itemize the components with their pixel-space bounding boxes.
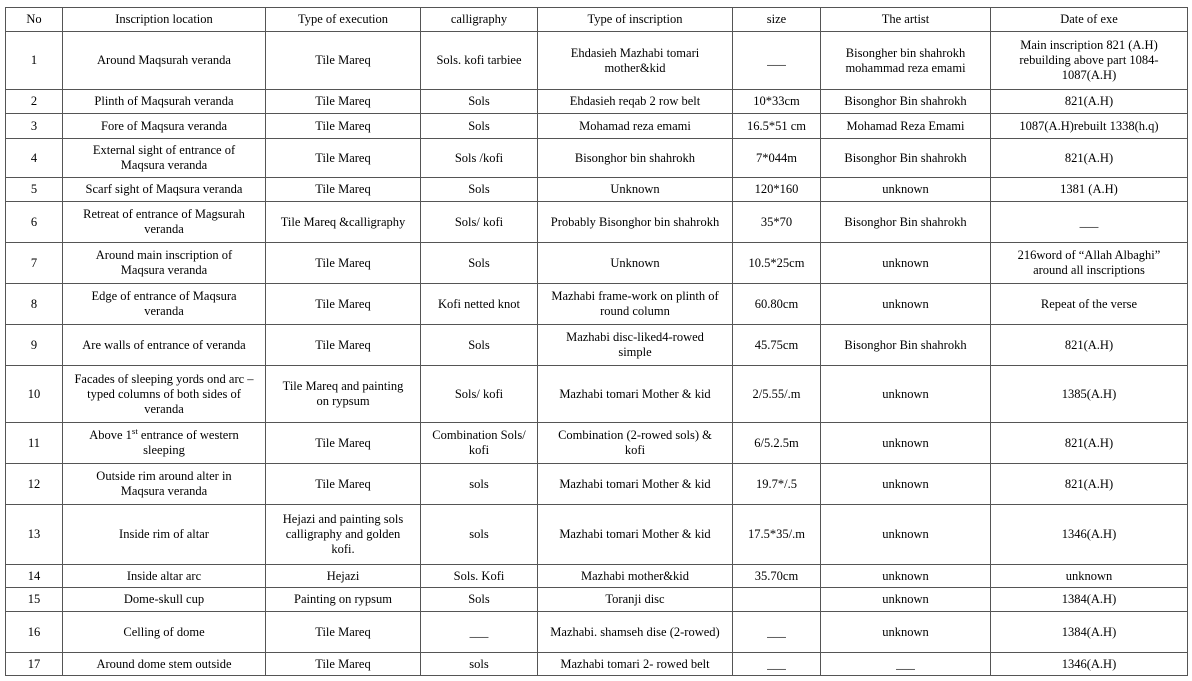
cell-location-sup: st	[131, 425, 138, 436]
cell-artist: unknown	[821, 423, 991, 464]
cell-inscription: Bisonghor bin shahrokh	[538, 139, 733, 178]
cell-location: External sight of entrance of Maqsura veranda	[63, 139, 266, 178]
cell-no: 1	[6, 32, 63, 90]
cell-calligraphy: Sols	[421, 178, 538, 202]
table-row	[6, 243, 1188, 284]
cell-location: Edge of entrance of Maqsura veranda	[63, 284, 266, 325]
table-row	[6, 139, 1188, 178]
cell-no: 10	[6, 366, 63, 423]
inscriptions-table	[5, 7, 1188, 676]
table-body	[6, 32, 1188, 676]
cell-size: 10.5*25cm	[733, 243, 821, 284]
header-artist: The artist	[821, 8, 991, 32]
table-row	[6, 366, 1188, 423]
table-row	[6, 653, 1188, 676]
cell-calligraphy: Sols/ kofi	[421, 366, 538, 423]
cell-no: 15	[6, 588, 63, 612]
cell-location: Inside rim of altar	[63, 505, 266, 565]
cell-artist: Bisonghor Bin shahrokh	[821, 325, 991, 366]
cell-size: 60.80cm	[733, 284, 821, 325]
cell-location: Dome-skull cup	[63, 588, 266, 612]
cell-date: 821(A.H)	[991, 90, 1188, 114]
table-row	[6, 202, 1188, 243]
table-row	[6, 464, 1188, 505]
cell-no: 13	[6, 505, 63, 565]
cell-calligraphy: Sols	[421, 588, 538, 612]
cell-date: 1346(A.H)	[991, 653, 1188, 676]
cell-date: 1384(A.H)	[991, 612, 1188, 653]
table-row	[6, 90, 1188, 114]
cell-inscription: Mazhabi tomari 2- rowed belt	[538, 653, 733, 676]
cell-inscription: Mazhabi tomari Mother & kid	[538, 366, 733, 423]
cell-no: 7	[6, 243, 63, 284]
cell-execution: Tile Mareq &calligraphy	[266, 202, 421, 243]
cell-size	[733, 588, 821, 612]
header-date: Date of exe	[991, 8, 1188, 32]
table-row	[6, 565, 1188, 588]
cell-artist: Mohamad Reza Emami	[821, 114, 991, 139]
cell-no: 14	[6, 565, 63, 588]
cell-size: 45.75cm	[733, 325, 821, 366]
cell-no: 5	[6, 178, 63, 202]
cell-calligraphy: Sols	[421, 243, 538, 284]
cell-location: Around Maqsurah veranda	[63, 32, 266, 90]
cell-calligraphy: Sols	[421, 114, 538, 139]
cell-location: Scarf sight of Maqsura veranda	[63, 178, 266, 202]
cell-inscription: Mazhabi tomari Mother & kid	[538, 464, 733, 505]
cell-date: 821(A.H)	[991, 139, 1188, 178]
cell-calligraphy: Sols. Kofi	[421, 565, 538, 588]
cell-no: 8	[6, 284, 63, 325]
cell-date: 821(A.H)	[991, 464, 1188, 505]
cell-date: Repeat of the verse	[991, 284, 1188, 325]
cell-execution: Tile Mareq and painting on rypsum	[266, 366, 421, 423]
cell-calligraphy: Sols/ kofi	[421, 202, 538, 243]
cell-location: Fore of Maqsura veranda	[63, 114, 266, 139]
cell-size: 35.70cm	[733, 565, 821, 588]
cell-artist: unknown	[821, 612, 991, 653]
cell-execution: Tile Mareq	[266, 178, 421, 202]
cell-no: 17	[6, 653, 63, 676]
cell-calligraphy: Sols. kofi tarbiee	[421, 32, 538, 90]
cell-date: 1346(A.H)	[991, 505, 1188, 565]
cell-execution: Tile Mareq	[266, 653, 421, 676]
cell-size: 35*70	[733, 202, 821, 243]
cell-artist: unknown	[821, 366, 991, 423]
cell-artist: unknown	[821, 284, 991, 325]
cell-calligraphy: Sols	[421, 325, 538, 366]
cell-size: 16.5*51 cm	[733, 114, 821, 139]
cell-artist: Bisonghor Bin shahrokh	[821, 90, 991, 114]
cell-execution: Tile Mareq	[266, 90, 421, 114]
cell-inscription: Unknown	[538, 178, 733, 202]
cell-artist: Bisonghor Bin shahrokh	[821, 139, 991, 178]
cell-inscription: Ehdasieh Mazhabi tomari mother&kid	[538, 32, 733, 90]
cell-date: unknown	[991, 565, 1188, 588]
cell-artist: Bisonghor Bin shahrokh	[821, 202, 991, 243]
cell-calligraphy: sols	[421, 505, 538, 565]
cell-artist: Bisongher bin shahrokh mohammad reza emami	[821, 32, 991, 90]
cell-calligraphy: Combination Sols/ kofi	[421, 423, 538, 464]
cell-date: 216word of “Allah Albaghi” around all inscriptions	[991, 243, 1188, 284]
cell-inscription: Toranji disc	[538, 588, 733, 612]
cell-date: 1384(A.H)	[991, 588, 1188, 612]
cell-location	[63, 423, 266, 464]
cell-inscription: Mazhabi. shamseh dise (2-rowed)	[538, 612, 733, 653]
header-no: No	[6, 8, 63, 32]
table-row	[6, 325, 1188, 366]
header-calligraphy: calligraphy	[421, 8, 538, 32]
cell-execution: Hejazi	[266, 565, 421, 588]
cell-calligraphy: Sols	[421, 90, 538, 114]
cell-calligraphy: sols	[421, 464, 538, 505]
cell-size: 19.7*/.5	[733, 464, 821, 505]
cell-execution: Tile Mareq	[266, 464, 421, 505]
cell-size: 120*160	[733, 178, 821, 202]
cell-execution: Tile Mareq	[266, 243, 421, 284]
cell-date: Main inscription 821 (A.H) rebuilding above part 1084-1087(A.H)	[991, 32, 1188, 90]
table-row	[6, 423, 1188, 464]
table-row	[6, 284, 1188, 325]
cell-execution: Tile Mareq	[266, 423, 421, 464]
cell-date: ___	[991, 202, 1188, 243]
cell-execution: Painting on rypsum	[266, 588, 421, 612]
cell-no: 9	[6, 325, 63, 366]
table-row	[6, 178, 1188, 202]
cell-inscription: Mazhabi disc-liked4-rowed simple	[538, 325, 733, 366]
table-row	[6, 588, 1188, 612]
cell-execution: Tile Mareq	[266, 32, 421, 90]
cell-location: Outside rim around alter in Maqsura veranda	[63, 464, 266, 505]
cell-calligraphy: Sols /kofi	[421, 139, 538, 178]
cell-calligraphy: sols	[421, 653, 538, 676]
cell-location: Around main inscription of Maqsura veranda	[63, 243, 266, 284]
cell-inscription: Combination (2-rowed sols) & kofi	[538, 423, 733, 464]
cell-calligraphy: ___	[421, 612, 538, 653]
cell-inscription: Mohamad reza emami	[538, 114, 733, 139]
table-row	[6, 32, 1188, 90]
cell-date: 821(A.H)	[991, 423, 1188, 464]
cell-size: 17.5*35/.m	[733, 505, 821, 565]
cell-execution: Hejazi and painting sols calligraphy and golden kofi.	[266, 505, 421, 565]
cell-size: 2/5.55/.m	[733, 366, 821, 423]
cell-date: 1381 (A.H)	[991, 178, 1188, 202]
cell-inscription: Unknown	[538, 243, 733, 284]
cell-size: ___	[733, 612, 821, 653]
cell-size: 6/5.2.5m	[733, 423, 821, 464]
cell-date: 1087(A.H)rebuilt 1338(h.q)	[991, 114, 1188, 139]
header-row	[6, 8, 1188, 32]
table-row	[6, 505, 1188, 565]
table-row	[6, 612, 1188, 653]
cell-no: 4	[6, 139, 63, 178]
header-size: size	[733, 8, 821, 32]
cell-no: 12	[6, 464, 63, 505]
cell-no: 11	[6, 423, 63, 464]
cell-date: 821(A.H)	[991, 325, 1188, 366]
cell-artist: unknown	[821, 464, 991, 505]
cell-no: 6	[6, 202, 63, 243]
cell-location: Celling of dome	[63, 612, 266, 653]
cell-location: Facades of sleeping yords ond arc – typed columns of both sides of veranda	[63, 366, 266, 423]
cell-no: 16	[6, 612, 63, 653]
cell-artist: ___	[821, 653, 991, 676]
cell-location: Retreat of entrance of Magsurah veranda	[63, 202, 266, 243]
cell-execution: Tile Mareq	[266, 284, 421, 325]
cell-execution: Tile Mareq	[266, 612, 421, 653]
cell-calligraphy: Kofi netted knot	[421, 284, 538, 325]
cell-artist: unknown	[821, 505, 991, 565]
cell-size: 7*044m	[733, 139, 821, 178]
cell-artist: unknown	[821, 178, 991, 202]
cell-location-before: Above 1	[89, 428, 132, 442]
cell-inscription: Mazhabi tomari Mother & kid	[538, 505, 733, 565]
cell-location: Are walls of entrance of veranda	[63, 325, 266, 366]
cell-inscription: Mazhabi mother&kid	[538, 565, 733, 588]
cell-inscription: Probably Bisonghor bin shahrokh	[538, 202, 733, 243]
cell-size: ___	[733, 32, 821, 90]
cell-inscription: Mazhabi frame-work on plinth of round column	[538, 284, 733, 325]
cell-artist: unknown	[821, 243, 991, 284]
cell-location: Plinth of Maqsurah veranda	[63, 90, 266, 114]
header-type-of-inscription: Type of inscription	[538, 8, 733, 32]
cell-execution: Tile Mareq	[266, 139, 421, 178]
cell-location-after: entrance of western sleeping	[137, 428, 239, 457]
header-inscription-location: Inscription location	[63, 8, 266, 32]
cell-size: ___	[733, 653, 821, 676]
cell-date: 1385(A.H)	[991, 366, 1188, 423]
cell-no: 3	[6, 114, 63, 139]
cell-artist: unknown	[821, 565, 991, 588]
cell-execution: Tile Mareq	[266, 114, 421, 139]
cell-artist: unknown	[821, 588, 991, 612]
cell-size: 10*33cm	[733, 90, 821, 114]
cell-execution: Tile Mareq	[266, 325, 421, 366]
cell-inscription: Ehdasieh reqab 2 row belt	[538, 90, 733, 114]
table-header	[6, 8, 1188, 32]
cell-location: Around dome stem outside	[63, 653, 266, 676]
cell-no: 2	[6, 90, 63, 114]
cell-location: Inside altar arc	[63, 565, 266, 588]
table-row	[6, 114, 1188, 139]
header-type-of-execution: Type of execution	[266, 8, 421, 32]
